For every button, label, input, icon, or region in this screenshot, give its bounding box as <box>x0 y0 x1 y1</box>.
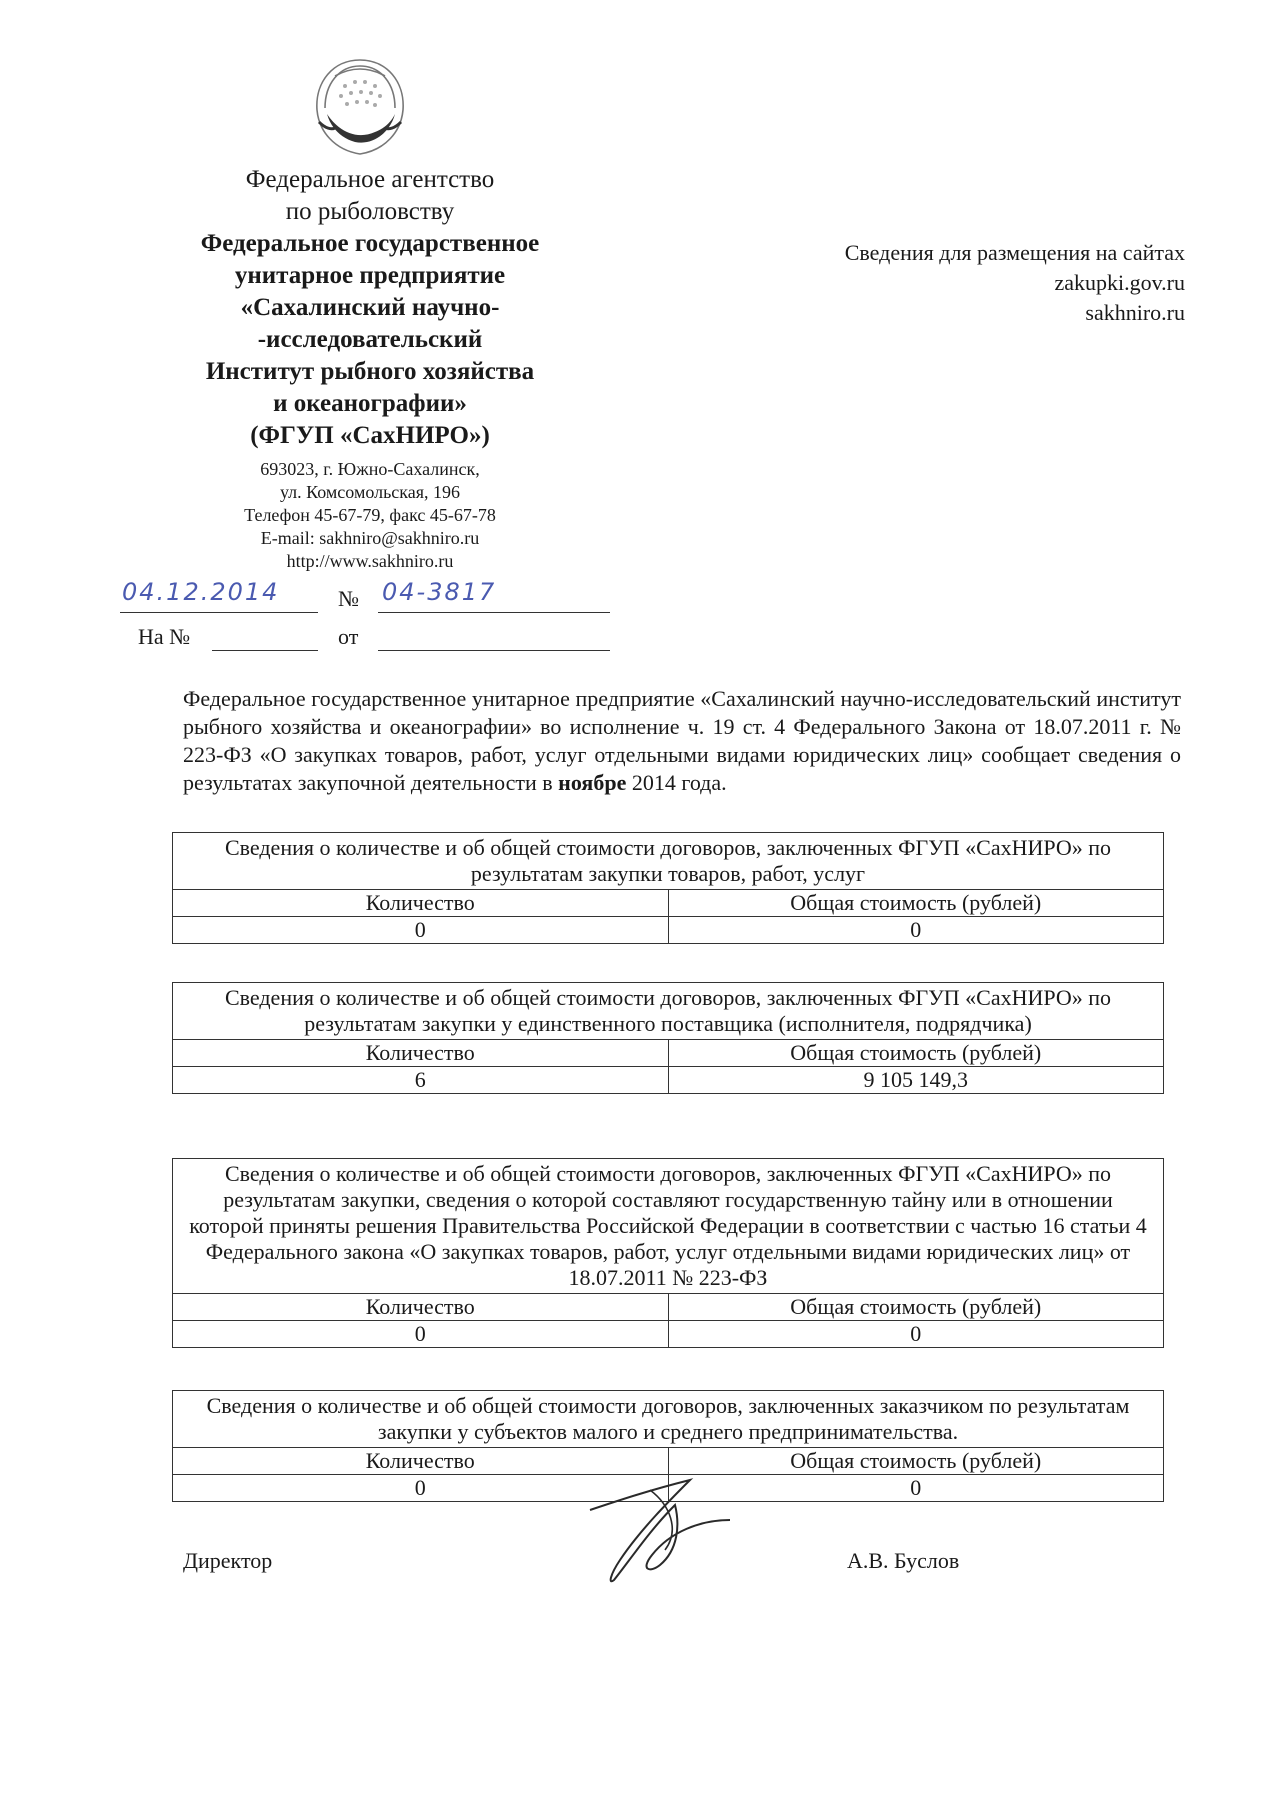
recipients-block <box>845 238 1185 328</box>
table-caption: Сведения о количестве и об общей стоимости договоров, заключенных ФГУП «СахНИРО» по результатам закупки товаров, работ, услуг <box>173 833 1164 890</box>
table-caption: Сведения о количестве и об общей стоимости договоров, заключенных ФГУП «СахНИРО» по результатам закупки, сведения о которой составляют государственную тайну или в отношении которой приняты решения Правительства Российской Федерации в соответствии с частью 16 статьи 4 Федерального закона «О закупках товаров, работ, услуг отдельными видами юридических лиц» от 18.07.2011 № 223-ФЗ <box>173 1159 1164 1294</box>
intro-month: ноябре <box>558 770 627 795</box>
reference-from-label: от <box>338 624 359 649</box>
total-value: 0 <box>668 1321 1164 1348</box>
total-header: Общая стоимость (рублей) <box>668 1448 1164 1475</box>
org-name-line: «Сахалинский научно- <box>240 294 500 321</box>
address-line: ул. Комсомольская, 196 <box>279 482 461 502</box>
signer-position: Директор <box>183 1548 273 1573</box>
table-caption: Сведения о количестве и об общей стоимости договоров, заключенных заказчиком по результатам закупки у субъектов малого и среднего предпринимательства. <box>173 1391 1164 1448</box>
outgoing-registration <box>120 578 620 618</box>
recipient-site: zakupki.gov.ru <box>1054 270 1185 295</box>
website-line: http://www.sakhniro.ru <box>286 551 454 571</box>
total-value: 0 <box>668 917 1164 944</box>
count-header: Количество <box>173 1040 669 1067</box>
reference-date-field <box>378 650 610 651</box>
intro-text: Федеральное государственное унитарное предприятие «Сахалинский научно-исследовательский институт рыбного хозяйства и океанографии» во исполнение ч. 19 ст. 4 Федерального Закона от 18.07.2011 г. № 223-ФЗ «О закупках товаров, работ, услуг отдельными видами юридических лиц» сообщает сведения о результатах закупочной деятельности в <box>183 686 1181 795</box>
org-name-line: унитарное предприятие <box>234 262 506 289</box>
intro-paragraph <box>183 685 1181 797</box>
outgoing-number: 04-3817 <box>382 578 497 606</box>
org-name-line: Институт рыбного хозяйства <box>205 358 535 385</box>
number-label: № <box>338 586 359 611</box>
organization-block <box>150 164 590 573</box>
signer-name: А.В. Буслов <box>847 1548 960 1573</box>
total-header: Общая стоимость (рублей) <box>668 1294 1164 1321</box>
count-value: 0 <box>173 1321 669 1348</box>
address-line: 693023, г. Южно-Сахалинск, <box>260 459 480 479</box>
agency-name-line2: по рыболовству <box>285 198 455 225</box>
signature-icon <box>580 1470 760 1610</box>
org-short-name: (ФГУП «СахНИРО») <box>250 422 490 449</box>
total-value: 9 105 149,3 <box>668 1067 1164 1094</box>
reference-number-label: На № <box>138 624 191 649</box>
outgoing-date: 04.12.2014 <box>122 578 280 606</box>
agency-name-line1: Федеральное агентство <box>245 166 495 193</box>
phone-fax-line: Телефон 45-67-79, факс 45-67-78 <box>244 505 496 525</box>
emblem-logo-icon <box>305 52 415 162</box>
count-header: Количество <box>173 1294 669 1321</box>
contracts-table-single-supplier <box>172 982 1164 1094</box>
count-value: 6 <box>173 1067 669 1094</box>
org-name-line: и океанографии» <box>273 390 467 417</box>
total-header: Общая стоимость (рублей) <box>668 1040 1164 1067</box>
table-caption: Сведения о количестве и об общей стоимости договоров, заключенных ФГУП «СахНИРО» по результатам закупки у единственного поставщика (исполнителя, подрядчика) <box>173 983 1164 1040</box>
intro-year: 2014 года. <box>626 770 727 795</box>
date-underline <box>120 612 318 613</box>
total-header: Общая стоимость (рублей) <box>668 890 1164 917</box>
org-name-line: -исследовательский <box>257 326 483 353</box>
count-header: Количество <box>173 1448 669 1475</box>
recipient-site: sakhniro.ru <box>1085 300 1185 325</box>
recipients-title: Сведения для размещения на сайтах <box>844 240 1185 265</box>
contracts-table-state-secret <box>172 1158 1164 1348</box>
count-header: Количество <box>173 890 669 917</box>
email-line: E-mail: sakhniro@sakhniro.ru <box>260 528 480 548</box>
count-value: 0 <box>173 917 669 944</box>
count-value: 0 <box>173 1475 669 1502</box>
total-value: 0 <box>668 1475 1164 1502</box>
reference-line <box>120 618 620 654</box>
contracts-table-general <box>172 832 1164 944</box>
org-name-line: Федеральное государственное <box>200 230 540 257</box>
reference-number-field <box>212 650 318 651</box>
number-underline <box>378 612 610 613</box>
